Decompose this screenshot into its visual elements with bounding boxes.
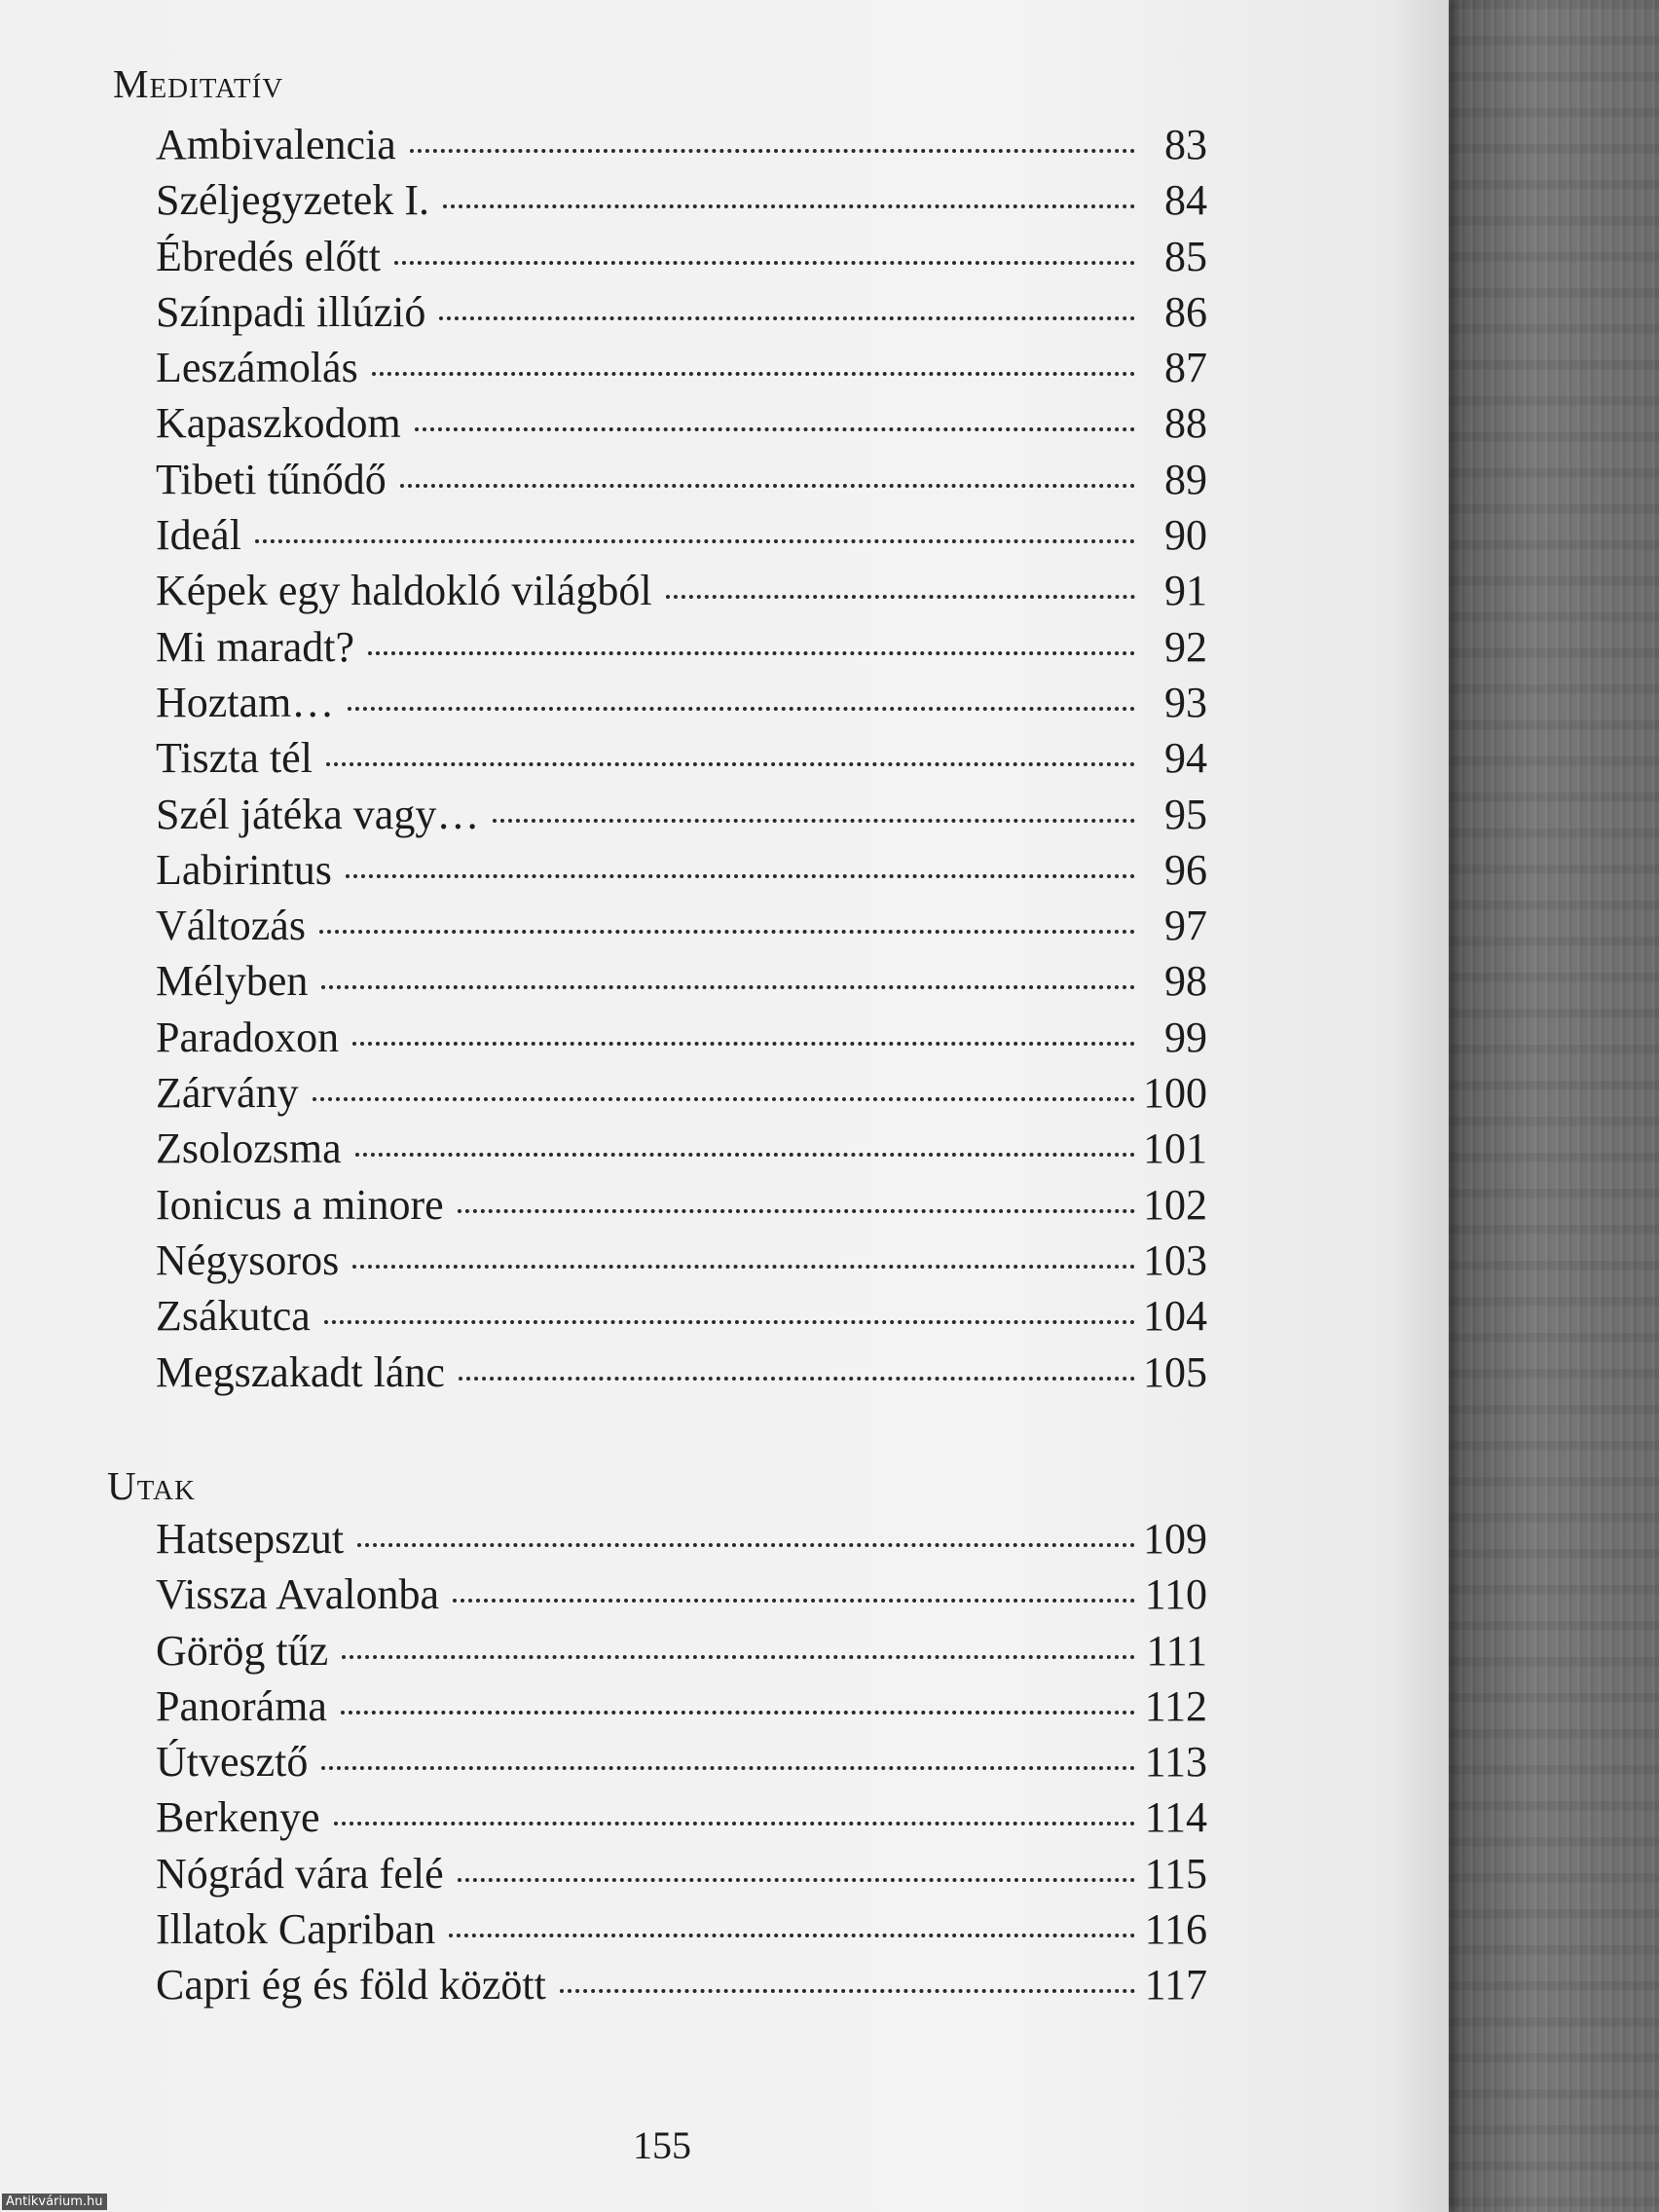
section-title-utak: Utak (107, 1463, 196, 1508)
toc-entry-title: Berkenye (156, 1793, 320, 1842)
toc-entry-page: 99 (1164, 1013, 1207, 1061)
toc-entry-title: Labirintus (156, 845, 332, 894)
toc-entry-title: Ébredés előtt (156, 232, 381, 280)
dot-leader (443, 204, 1135, 208)
toc-entry-page: 115 (1144, 1849, 1207, 1898)
toc-entry-page: 88 (1164, 399, 1207, 448)
toc-entry-page: 113 (1144, 1738, 1207, 1787)
page-number: 155 (633, 2123, 691, 2167)
toc-entry-title: Vissza Avalonba (156, 1570, 440, 1619)
dot-leader (666, 595, 1135, 599)
toc-entry (156, 117, 1207, 172)
toc-entry-title: Zárvány (156, 1069, 299, 1118)
toc-entry-page: 111 (1146, 1626, 1207, 1675)
dot-leader (348, 707, 1135, 711)
toc-entry-title: Zsákutca (156, 1292, 311, 1341)
toc-entry (156, 284, 1207, 340)
toc-entry-title: Képek egy haldokló világból (156, 567, 652, 615)
toc-entry-page: 103 (1143, 1235, 1207, 1284)
toc-entry-title: Színpadi illúzió (156, 287, 426, 336)
dot-leader (313, 1097, 1135, 1101)
toc-entry-page: 85 (1164, 232, 1207, 280)
toc-entry-page: 100 (1143, 1069, 1207, 1118)
toc-entry (156, 1901, 1207, 1957)
toc-entry-page: 112 (1144, 1681, 1207, 1730)
dot-leader (321, 1766, 1135, 1770)
toc-entry-page: 116 (1144, 1905, 1207, 1954)
dot-leader (459, 1377, 1135, 1381)
toc-entry (156, 1623, 1207, 1678)
toc-list-meditativ (156, 117, 1207, 1400)
toc-entry-title: Mélyben (156, 957, 309, 1006)
toc-entry-title: Panoráma (156, 1681, 327, 1730)
toc-entry-title: Útvesztő (156, 1738, 309, 1787)
toc-entry-title: Paradoxon (156, 1013, 340, 1061)
toc-entry (156, 1345, 1207, 1400)
toc-entry-title: Hatsepszut (156, 1515, 345, 1563)
dot-leader (341, 1711, 1135, 1714)
toc-entry-page: 86 (1164, 287, 1207, 336)
toc-entry-page: 91 (1164, 567, 1207, 615)
dot-leader (458, 1209, 1135, 1213)
toc-entry-page: 98 (1164, 957, 1207, 1006)
toc-entry-page: 104 (1143, 1292, 1207, 1341)
toc-entry (156, 1678, 1207, 1734)
toc-entry (156, 1846, 1207, 1901)
dot-leader (324, 1320, 1135, 1324)
dot-leader (400, 484, 1135, 488)
toc-entry-page: 96 (1164, 845, 1207, 894)
toc-entry-page: 84 (1164, 176, 1207, 225)
dot-leader (493, 819, 1135, 823)
toc-entry-page: 109 (1143, 1515, 1207, 1563)
toc-entry (156, 1567, 1207, 1622)
toc-entry-page: 117 (1144, 1961, 1207, 2009)
toc-entry (156, 953, 1207, 1009)
dot-leader (560, 1989, 1135, 1993)
dot-leader (458, 1878, 1135, 1882)
toc-entry-title: Tiszta tél (156, 734, 313, 783)
toc-entry (156, 1789, 1207, 1845)
toc-entry-title: Négysoros (156, 1235, 340, 1284)
toc-entry-title: Mi maradt? (156, 622, 355, 671)
dot-leader (439, 316, 1135, 320)
toc-entry-title: Változás (156, 902, 306, 950)
dot-leader (372, 372, 1135, 376)
toc-entry (156, 730, 1207, 786)
toc-entry (156, 898, 1207, 953)
dot-leader (415, 427, 1135, 431)
toc-entry (156, 1177, 1207, 1233)
toc-entry (156, 787, 1207, 842)
dot-leader (319, 930, 1135, 934)
dot-leader (346, 874, 1135, 878)
toc-entry (156, 1065, 1207, 1121)
dot-leader (355, 1153, 1135, 1157)
toc-entry-page: 90 (1164, 511, 1207, 560)
toc-entry (156, 229, 1207, 284)
toc-entry (156, 1734, 1207, 1789)
dot-leader (342, 1655, 1135, 1659)
toc-entry (156, 1288, 1207, 1344)
dot-leader (394, 261, 1135, 265)
toc-entry-page: 110 (1144, 1570, 1207, 1619)
dot-leader (352, 1042, 1135, 1046)
toc-entry-title: Hoztam… (156, 678, 335, 726)
watermark: Antikvárium.hu (2, 2194, 107, 2210)
toc-entry-page: 101 (1143, 1124, 1207, 1173)
dot-leader (352, 1265, 1135, 1269)
toc-entry-title: Nógrád vára felé (156, 1849, 444, 1898)
toc-entry (156, 1233, 1207, 1288)
toc-entry (156, 1511, 1207, 1567)
toc-entry-page: 97 (1164, 902, 1207, 950)
toc-entry-page: 102 (1143, 1180, 1207, 1229)
toc-entry-title: Capri ég és föld között (156, 1961, 546, 2009)
toc-entry-page: 114 (1144, 1793, 1207, 1842)
toc-entry-page: 105 (1143, 1347, 1207, 1396)
toc-entry-title: Ambivalencia (156, 121, 396, 168)
dot-leader (410, 149, 1135, 153)
toc-entry-title: Ideál (156, 511, 241, 560)
toc-entry-page: 87 (1164, 344, 1207, 392)
toc-entry-title: Illatok Capriban (156, 1905, 436, 1954)
section-title-meditativ: Meditatív (113, 61, 284, 106)
toc-entry (156, 675, 1207, 730)
toc-entry-title: Széljegyzetek I. (156, 176, 429, 225)
toc-entry (156, 172, 1207, 228)
toc-entry-title: Leszámolás (156, 344, 358, 392)
toc-entry (156, 1957, 1207, 2012)
toc-entry (156, 619, 1207, 675)
toc-entry (156, 842, 1207, 898)
toc-entry (156, 395, 1207, 451)
dot-leader (321, 985, 1135, 989)
toc-entry (156, 1121, 1207, 1176)
toc-entry (156, 563, 1207, 618)
toc-entry-page: 95 (1164, 790, 1207, 838)
toc-list-utak (156, 1511, 1207, 2013)
dot-leader (326, 762, 1135, 766)
dot-leader (255, 539, 1135, 543)
wooden-table-background (1449, 0, 1659, 2212)
toc-entry-title: Tibeti tűnődő (156, 455, 387, 503)
toc-entry (156, 340, 1207, 395)
dot-leader (334, 1822, 1135, 1825)
toc-entry-title: Megszakadt lánc (156, 1347, 445, 1396)
toc-entry-page: 94 (1164, 734, 1207, 783)
toc-entry-title: Görög tűz (156, 1626, 329, 1675)
dot-leader (449, 1934, 1135, 1937)
toc-entry-title: Zsolozsma (156, 1124, 342, 1173)
toc-entry (156, 452, 1207, 507)
toc-entry-page: 92 (1164, 622, 1207, 671)
toc-entry (156, 1010, 1207, 1065)
toc-entry-page: 83 (1164, 121, 1207, 168)
toc-entry-title: Szél játéka vagy… (156, 790, 480, 838)
dot-leader (368, 651, 1135, 655)
dot-leader (453, 1599, 1135, 1603)
toc-entry (156, 507, 1207, 563)
toc-entry-title: Kapaszkodom (156, 399, 401, 448)
toc-entry-title: Ionicus a minore (156, 1180, 444, 1229)
toc-entry-page: 89 (1164, 455, 1207, 503)
toc-entry-page: 93 (1164, 678, 1207, 726)
dot-leader (357, 1543, 1135, 1547)
